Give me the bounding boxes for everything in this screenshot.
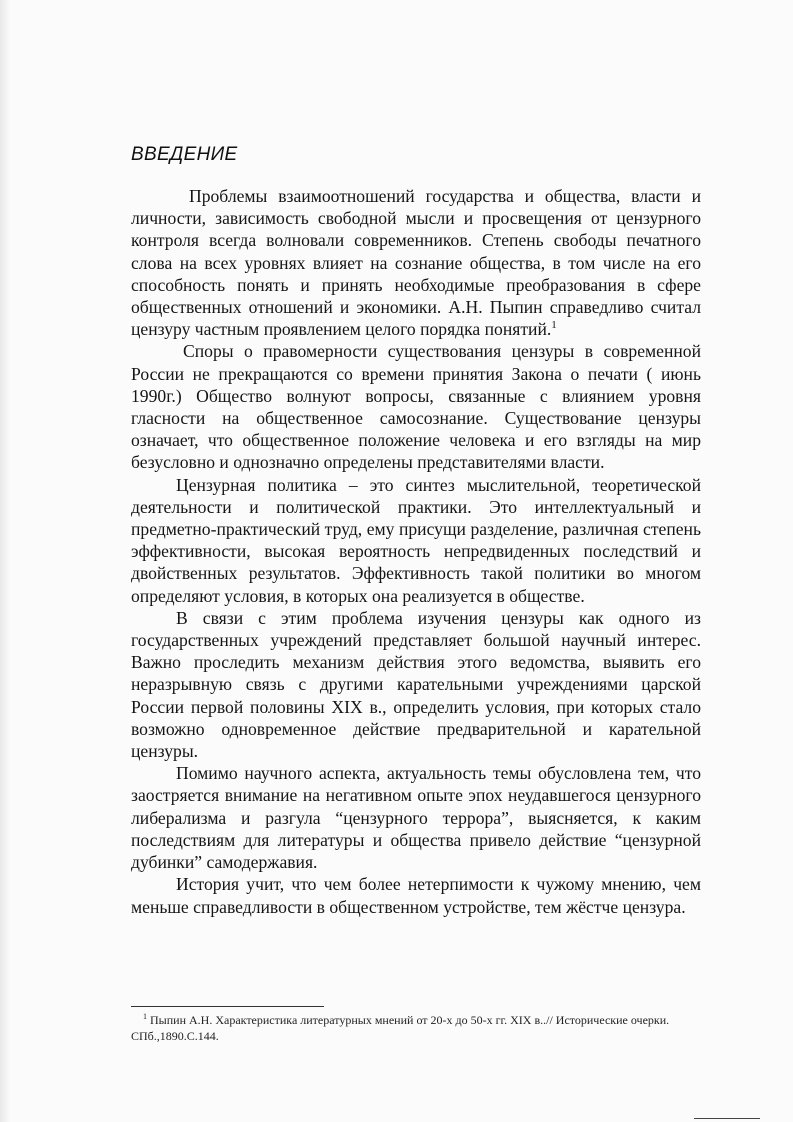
footnote-reference: 1 <box>551 319 557 332</box>
footnote <box>131 1013 701 1044</box>
paragraph-1-text: Проблемы взаимоотношений государства и общества, власти и личности, зависимость свободной мысли и просвещения от цензурного контроля всегда волновали современников. Степень свободы печатного слова на всех уровнях влияет на сознание общества, в том числе на его способность понять и принять необходимые преобразования в сфере общественных отношений и экономики. А.Н. Пыпин справедливо считал цензуру частным проявлением целого порядка понятий. <box>131 186 701 340</box>
chapter-heading: ВВЕДЕНИЕ <box>131 144 238 165</box>
paragraph-5: Помимо научного аспекта, актуальность темы обусловлена тем, что заостряется внимание на негативном опыте эпох неудавшегося цензурного либерализма и разгула “цензурного террора”, выясняется, к каким последствиям для литературы и общества привело действие “цензурной дубинки” самодержавия. <box>131 763 701 873</box>
paragraph-2: Споры о правомерности существования цензуры в современной России не прекращаются со времени принятия Закона о печати ( июнь 1990г.) Общество волнуют вопросы, связанные с влиянием уровня гласности на общественное самосознание. Существование цензуры означает, что общественное положение человека и его взгляды на мир безусловно и однозначно определены представителями власти. <box>131 341 701 473</box>
footnote-separator <box>131 1006 324 1007</box>
paragraph-1 <box>131 185 701 340</box>
paragraph-6: История учит, что чем более нетерпимости к чужому мнению, чем меньше справедливости в общественном устройстве, тем жёстче цензура. <box>131 874 701 917</box>
paragraph-3: Цензурная политика – это синтез мыслительной, теоретической деятельности и политической практики. Это интеллектуальный и предметно-практический труд, ему присущи разделение, различная степень эффективности, высокая вероятность непредвиденных последствий и двойственных результатов. Эффективность такой политики во многом определяют условия, в которых она реализуется в обществе. <box>131 474 701 606</box>
page-bottom-rule <box>694 1118 760 1119</box>
paragraph-4: В связи с этим проблема изучения цензуры как одного из государственных учреждений представляет большой научный интерес. Важно проследить механизм действия этого ведомства, выявить его неразрывную связь с другими карательными учреждениями царской России первой половины XIX в., определить условия, при которых стало возможно одновременное действие предварительной и карательной цензуры. <box>131 607 701 762</box>
footnote-number: 1 <box>143 1012 147 1021</box>
scan-shadow <box>0 0 10 1122</box>
body-text <box>131 185 701 918</box>
footnote-text: Пыпин А.Н. Характеристика литературных мнений от 20-х до 50-х гг. XIX в..// Исторические очерки. СПб.,1890.С.144. <box>131 1013 670 1043</box>
